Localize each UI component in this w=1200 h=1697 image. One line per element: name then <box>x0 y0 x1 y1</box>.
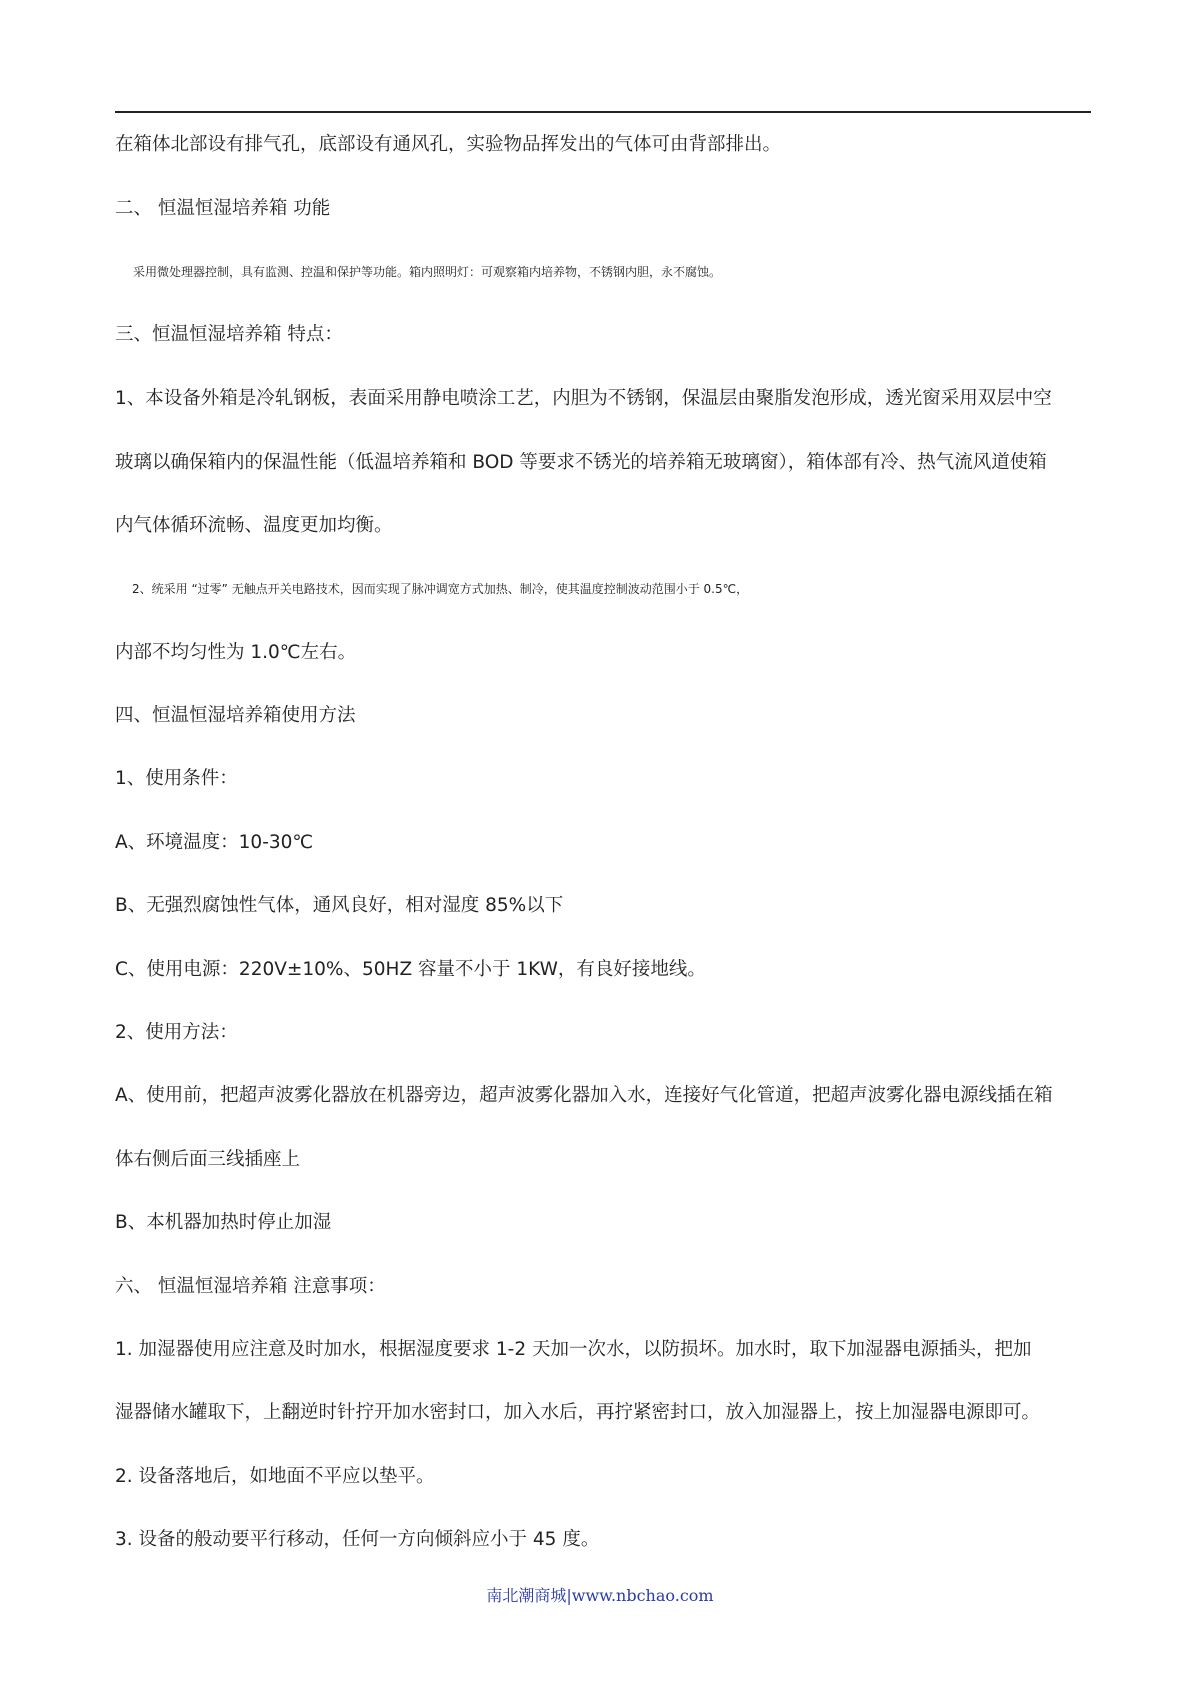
method-a-line-2: 体右侧后面三线插座上 <box>115 1149 301 1170</box>
precaution-1-line-1: 1. 加湿器使用应注意及时加水，根据湿度要求 1-2 天加一次水，以防损坏。加水时，取下加湿器电源插头，把加 <box>115 1339 1032 1360</box>
subheading-method: 2、使用方法： <box>115 1022 238 1043</box>
precaution-2: 2. 设备落地后，如地面不平应以垫平。 <box>115 1466 435 1487</box>
section-heading-features: 三、恒温恒湿培养箱 特点： <box>115 324 343 345</box>
paragraph-vent-description: 在箱体北部设有排气孔，底部设有通风孔，实验物品挥发出的气体可由背部排出。 <box>115 134 782 155</box>
method-a-line-1: A、使用前，把超声波雾化器放在机器旁边，超声波雾化器加入水，连接好气化管道，把超声波雾化器电源线插在箱 <box>115 1085 1053 1106</box>
footer-site-name: 南北潮商城|www.nbchao.com <box>486 1586 714 1605</box>
method-b: B、本机器加热时停止加湿 <box>115 1212 332 1233</box>
precaution-1-line-2: 湿器储水罐取下，上翻逆时针拧开加水密封口，加入水后，再拧紧密封口，放入加湿器上，按上加湿器电源即可。 <box>115 1402 1041 1423</box>
condition-gas-humidity: B、无强烈腐蚀性气体，通风良好，相对湿度 85%以下 <box>115 895 564 916</box>
paragraph-feature-2-line-2: 内部不均匀性为 1.0℃左右。 <box>115 642 357 663</box>
condition-power: C、使用电源：220V±10%、50HZ 容量不小于 1KW，有良好接地线。 <box>115 959 706 980</box>
paragraph-feature-1-line-1: 1、本设备外箱是冷轧钢板，表面采用静电喷涂工艺，内胆为不锈钢，保温层由聚脂发泡形成，透光窗采用双层中空 <box>115 388 1052 409</box>
section-heading-usage: 四、恒温恒湿培养箱使用方法 <box>115 705 356 726</box>
paragraph-feature-2-line-1: 2、统采用 “过零” 无触点开关电路技术，因而实现了脉冲调宽方式加热、制冷，使其温度控制波动范围小于 0.5℃， <box>132 582 749 596</box>
precaution-3: 3. 设备的般动要平行移动，任何一方向倾斜应小于 45 度。 <box>115 1529 600 1550</box>
section-heading-precautions: 六、 恒温恒湿培养箱 注意事项： <box>115 1276 386 1297</box>
section-heading-functions: 二、 恒温恒湿培养箱 功能 <box>115 198 331 219</box>
condition-temperature: A、环境温度：10-30℃ <box>115 832 314 853</box>
header-rule <box>115 111 1091 113</box>
subheading-conditions: 1、使用条件： <box>115 768 238 789</box>
paragraph-feature-1-line-3: 内气体循环流畅、温度更加均衡。 <box>115 515 393 536</box>
paragraph-feature-1-line-2: 玻璃以确保箱内的保温性能（低温培养箱和 BOD 等要求不锈光的培养箱无玻璃窗），箱体部有冷、热气流风道使箱 <box>115 452 1047 473</box>
paragraph-functions: 采用微处理器控制，具有监测、控温和保护等功能。箱内照明灯：可观察箱内培养物，不锈钢内胆，永不腐蚀。 <box>133 265 722 279</box>
